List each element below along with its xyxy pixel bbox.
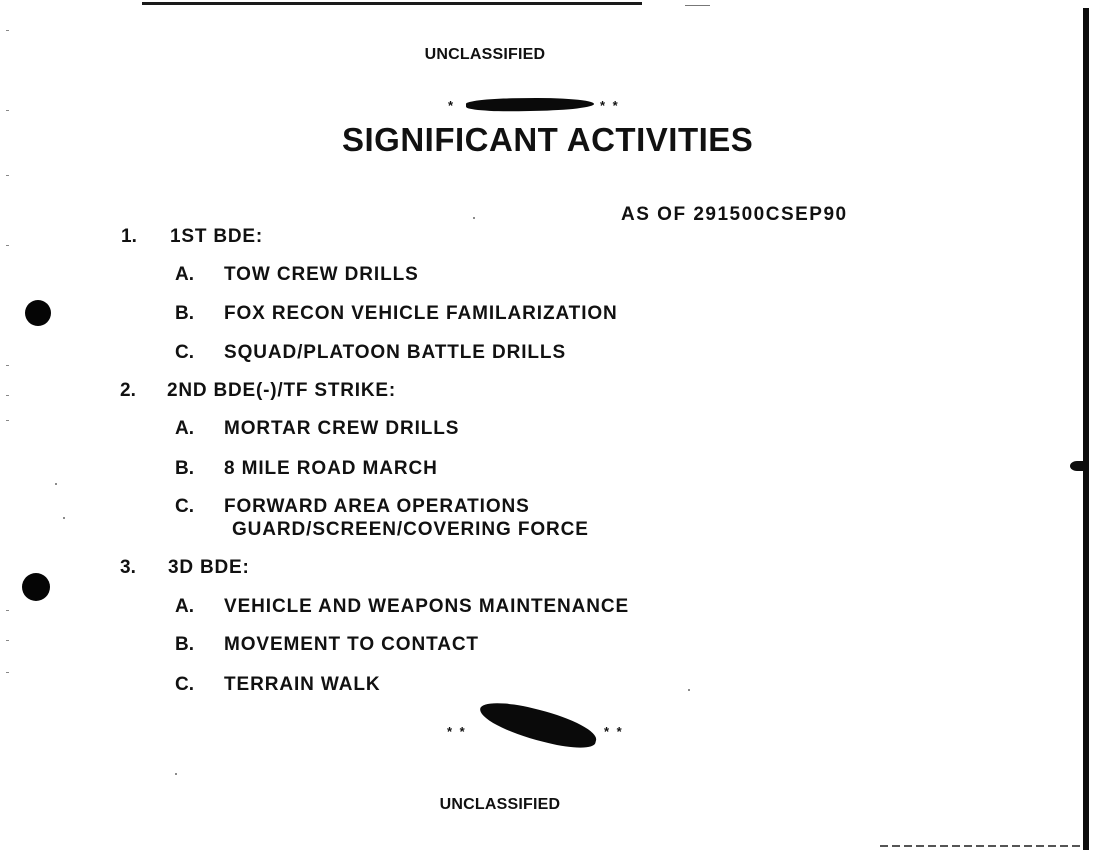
list-item: TOW CREW DRILLS bbox=[224, 264, 419, 285]
list-item-continuation: GUARD/SCREEN/COVERING FORCE bbox=[232, 519, 589, 540]
item-letter: C. bbox=[175, 674, 194, 695]
punch-hole-lower bbox=[22, 573, 50, 601]
classification-footer: UNCLASSIFIED bbox=[439, 796, 561, 813]
item-letter: C. bbox=[175, 496, 194, 517]
redaction-mark-bottom bbox=[476, 696, 600, 754]
redaction-mark-top bbox=[466, 97, 594, 112]
scan-edge-mark bbox=[6, 30, 9, 31]
list-item: VEHICLE AND WEAPONS MAINTENANCE bbox=[224, 596, 630, 617]
item-letter: C. bbox=[175, 342, 194, 363]
scan-bottom-border bbox=[880, 845, 1080, 847]
item-letter: A. bbox=[175, 418, 194, 439]
scan-speck bbox=[175, 773, 177, 775]
scan-edge-mark bbox=[6, 110, 9, 111]
section-heading: 1ST BDE: bbox=[170, 226, 263, 247]
section-number: 3. bbox=[120, 557, 136, 578]
scan-top-border bbox=[142, 2, 642, 5]
item-letter: A. bbox=[175, 596, 194, 617]
scan-top-mark bbox=[685, 5, 710, 6]
item-letter: B. bbox=[175, 634, 194, 655]
section-heading: 3D BDE: bbox=[168, 557, 250, 578]
marker-stars: * * bbox=[447, 724, 467, 739]
list-item: FOX RECON VEHICLE FAMILARIZATION bbox=[224, 303, 618, 324]
scan-edge-mark bbox=[6, 640, 9, 641]
item-letter: A. bbox=[175, 264, 194, 285]
scan-right-border bbox=[1083, 8, 1089, 850]
item-letter: B. bbox=[175, 303, 194, 324]
list-item: MOVEMENT TO CONTACT bbox=[224, 634, 479, 655]
marker-stars: * bbox=[448, 98, 456, 113]
scan-speck bbox=[688, 689, 690, 691]
scan-edge-mark bbox=[6, 365, 9, 366]
as-of-date: AS OF 291500CSEP90 bbox=[621, 204, 848, 225]
section-number: 1. bbox=[121, 226, 137, 247]
item-letter: B. bbox=[175, 458, 194, 479]
list-item: 8 MILE ROAD MARCH bbox=[224, 458, 438, 479]
marker-stars: * * bbox=[600, 98, 620, 113]
section-heading: 2ND BDE(-)/TF STRIKE: bbox=[167, 380, 396, 401]
punch-hole-upper bbox=[25, 300, 51, 326]
list-item: TERRAIN WALK bbox=[224, 674, 381, 695]
marker-stars: * * bbox=[604, 724, 624, 739]
scan-edge-mark bbox=[6, 395, 9, 396]
page-title: SIGNIFICANT ACTIVITIES bbox=[342, 121, 754, 158]
classification-header: UNCLASSIFIED bbox=[424, 46, 546, 63]
scan-edge-mark bbox=[6, 420, 9, 421]
scan-edge-mark bbox=[6, 175, 9, 176]
scan-edge-mark bbox=[6, 245, 9, 246]
section-number: 2. bbox=[120, 380, 136, 401]
scan-speck bbox=[63, 517, 65, 519]
list-item: MORTAR CREW DRILLS bbox=[224, 418, 460, 439]
scan-speck bbox=[473, 217, 475, 219]
scan-speck bbox=[55, 483, 57, 485]
scan-right-notch bbox=[1070, 461, 1084, 471]
scan-edge-mark bbox=[6, 610, 9, 611]
list-item: SQUAD/PLATOON BATTLE DRILLS bbox=[224, 342, 567, 363]
list-item: FORWARD AREA OPERATIONS bbox=[224, 496, 530, 517]
scan-edge-mark bbox=[6, 672, 9, 673]
